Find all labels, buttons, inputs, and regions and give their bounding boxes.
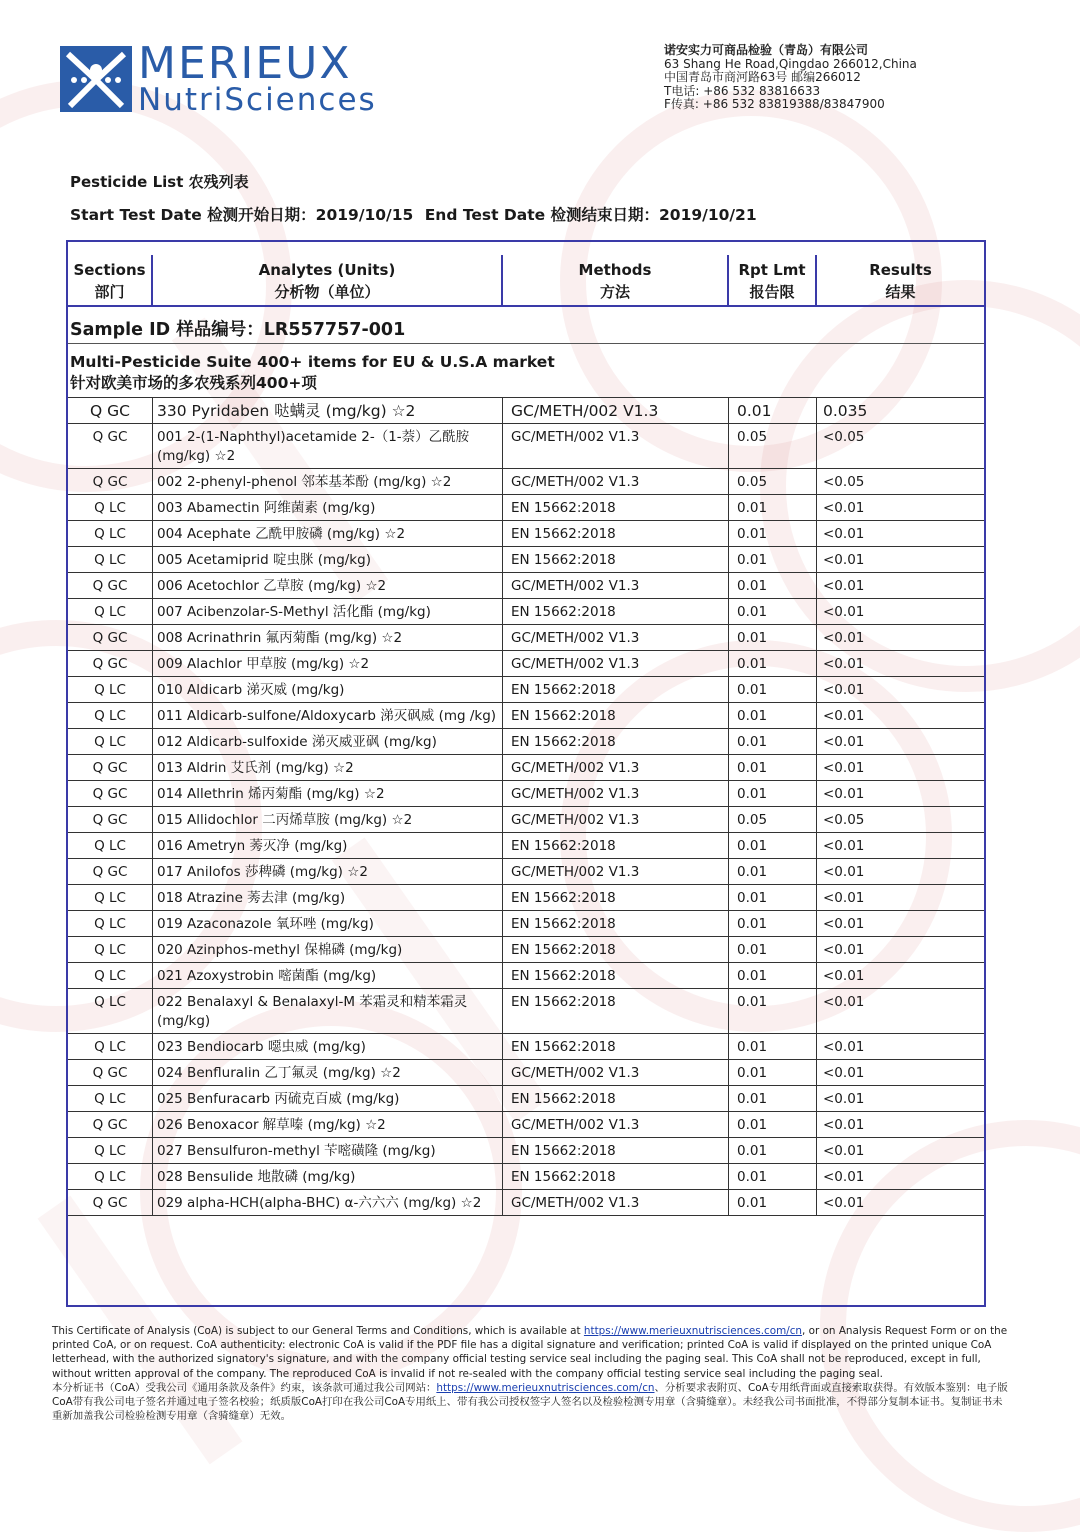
row-result: <0.01: [823, 890, 865, 906]
row-section: Q LC: [68, 1164, 153, 1189]
row-method: EN 15662:2018: [503, 677, 729, 702]
row-analyte: 018 Atrazine 莠去津 (mg/kg): [153, 885, 503, 910]
row-analyte: 023 Bendiocarb 噁虫威 (mg/kg): [153, 1034, 503, 1059]
row-method: EN 15662:2018: [503, 833, 729, 858]
table-row: [68, 729, 984, 755]
row-result: <0.01: [823, 1039, 865, 1055]
row-method: EN 15662:2018: [503, 1164, 729, 1189]
table-row: [68, 424, 984, 469]
row-analyte: 029 alpha-HCH(alpha-BHC) α-六六六 (mg/kg) ☆2: [153, 1190, 503, 1215]
row-rpt-lmt: 0.01: [729, 963, 817, 988]
row-method: GC/METH/002 V1.3: [503, 469, 729, 494]
row-rpt-lmt: 0.05: [729, 424, 817, 468]
suite-title-cn: 针对欧美市场的多农残系列400+项: [70, 374, 317, 392]
row-analyte: 003 Abamectin 阿维菌素 (mg/kg): [153, 495, 503, 520]
footer-cn-text: 本分析证书（CoA）受我公司《通用条款及条件》约束，该条款可通过我公司网站：: [52, 1381, 437, 1394]
legal-footer: [52, 1324, 1012, 1423]
row-result: <0.01: [823, 708, 865, 724]
row-method: EN 15662:2018: [503, 599, 729, 624]
row-analyte: 016 Ametryn 莠灭净 (mg/kg): [153, 833, 503, 858]
row-method: GC/METH/002 V1.3: [503, 651, 729, 676]
row-analyte: 330 Pyridaben 哒螨灵 (mg/kg) ☆2: [153, 398, 503, 423]
row-analyte: 022 Benalaxyl & Benalaxyl-M 苯霜灵和精苯霜灵 (mg/kg): [153, 989, 503, 1033]
table-row: [68, 398, 984, 424]
row-result: <0.01: [823, 604, 865, 620]
row-rpt-lmt: 0.01: [729, 833, 817, 858]
row-section: Q LC: [68, 703, 153, 728]
row-method: GC/METH/002 V1.3: [503, 755, 729, 780]
row-method: EN 15662:2018: [503, 547, 729, 572]
table-row: [68, 911, 984, 937]
table-header: [68, 255, 984, 307]
row-method: GC/METH/002 V1.3: [503, 1190, 729, 1215]
row-analyte: 007 Acibenzolar-S-Methyl 活化酯 (mg/kg): [153, 599, 503, 624]
row-section: Q GC: [68, 859, 153, 884]
table-row: [68, 859, 984, 885]
row-method: EN 15662:2018: [503, 1086, 729, 1111]
row-rpt-lmt: 0.01: [729, 625, 817, 650]
row-method: EN 15662:2018: [503, 911, 729, 936]
row-section: Q GC: [68, 469, 153, 494]
table-row: [68, 573, 984, 599]
row-result: <0.01: [823, 734, 865, 750]
terms-link-cn[interactable]: https://www.merieuxnutrisciences.com/cn: [436, 1381, 655, 1394]
row-result: <0.01: [823, 916, 865, 932]
row-method: GC/METH/002 V1.3: [503, 1112, 729, 1137]
row-analyte: 001 2-(1-Naphthyl)acetamide 2-（1-萘）乙酰胺 (mg/kg) ☆2: [153, 424, 503, 468]
row-analyte: 017 Anilofos 莎稗磷 (mg/kg) ☆2: [153, 859, 503, 884]
row-result: <0.01: [823, 526, 865, 542]
row-result: <0.01: [823, 552, 865, 568]
row-rpt-lmt: 0.01: [729, 1164, 817, 1189]
row-analyte: 002 2-phenyl-phenol 邻苯基苯酚 (mg/kg) ☆2: [153, 469, 503, 494]
lab-phone: T电话: +86 532 83816633: [664, 83, 821, 98]
row-analyte: 027 Bensulfuron-methyl 苄嘧磺隆 (mg/kg): [153, 1138, 503, 1163]
footer-en-text: This Certificate of Analysis (CoA) is subject to our General Terms and Conditions, which is available at: [52, 1325, 584, 1337]
row-section: Q LC: [68, 729, 153, 754]
row-analyte: 008 Acrinathrin 氟丙菊酯 (mg/kg) ☆2: [153, 625, 503, 650]
row-section: Q LC: [68, 989, 153, 1033]
table-row: [68, 1034, 984, 1060]
row-method: GC/METH/002 V1.3: [503, 573, 729, 598]
row-method: GC/METH/002 V1.3: [503, 859, 729, 884]
table-row: [68, 1112, 984, 1138]
row-rpt-lmt: 0.01: [729, 781, 817, 806]
row-section: Q GC: [68, 1060, 153, 1085]
table-row: [68, 963, 984, 989]
row-analyte: 019 Azaconazole 氧环唑 (mg/kg): [153, 911, 503, 936]
row-result: <0.01: [823, 1195, 865, 1211]
row-section: Q LC: [68, 521, 153, 546]
lab-address-cn: 中国青岛市商河路63号 邮编266012: [664, 70, 861, 84]
lab-fax: F传真: +86 532 83819388/83847900: [664, 97, 885, 111]
row-analyte: 005 Acetamiprid 啶虫脒 (mg/kg): [153, 547, 503, 572]
row-rpt-lmt: 0.01: [729, 859, 817, 884]
table-row: [68, 807, 984, 833]
row-rpt-lmt: 0.05: [729, 807, 817, 832]
row-result: <0.05: [823, 474, 865, 490]
table-row: [68, 1086, 984, 1112]
row-section: Q LC: [68, 1034, 153, 1059]
row-result: <0.01: [823, 1091, 865, 1107]
row-section: Q GC: [68, 625, 153, 650]
footer-en-text-cont: , or on Analysis Request Form or on the printed CoA, or on request. CoA authenticity: electronic CoA is valid if the PDF file has a digital signature and verification; printed CoA is valid if displayed on the printed unique CoA letterhead, with the authorized signatory's signature, and with the company official testing service seal including the paging seal. This CoA shall not be reproduced, except in full, without written approval of the company. The reproduced CoA is invalid if not re-sealed with the company official testing service seal including the paging seal.: [52, 1325, 1008, 1380]
row-section: Q GC: [68, 398, 153, 423]
row-analyte: 010 Aldicarb 涕灭威 (mg/kg): [153, 677, 503, 702]
row-result: <0.01: [823, 578, 865, 594]
lab-name: 诺安实力可商品检验（青岛）有限公司: [664, 43, 869, 57]
table-row: [68, 755, 984, 781]
table-row: [68, 1138, 984, 1164]
row-section: Q LC: [68, 911, 153, 936]
row-section: Q LC: [68, 599, 153, 624]
row-analyte: 009 Alachlor 甲草胺 (mg/kg) ☆2: [153, 651, 503, 676]
row-analyte: 021 Azoxystrobin 嘧菌酯 (mg/kg): [153, 963, 503, 988]
table-row: [68, 521, 984, 547]
row-method: EN 15662:2018: [503, 703, 729, 728]
sample-id: Sample ID 样品编号：LR557757-001: [70, 320, 406, 340]
row-analyte: 026 Benoxacor 解草嗪 (mg/kg) ☆2: [153, 1112, 503, 1137]
row-method: EN 15662:2018: [503, 1138, 729, 1163]
lab-address-en: 63 Shang He Road,Qingdao 266012,China: [664, 56, 917, 71]
row-section: Q LC: [68, 1138, 153, 1163]
row-result: <0.01: [823, 682, 865, 698]
company-logo: [60, 38, 405, 118]
row-section: Q GC: [68, 807, 153, 832]
row-method: EN 15662:2018: [503, 729, 729, 754]
row-method: GC/METH/002 V1.3: [503, 398, 729, 423]
row-analyte: 013 Aldrin 艾氏剂 (mg/kg) ☆2: [153, 755, 503, 780]
row-analyte: 004 Acephate 乙酰甲胺磷 (mg/kg) ☆2: [153, 521, 503, 546]
row-rpt-lmt: 0.01: [729, 1190, 817, 1215]
row-analyte: 024 Benfluralin 乙丁氟灵 (mg/kg) ☆2: [153, 1060, 503, 1085]
row-rpt-lmt: 0.01: [729, 521, 817, 546]
table-row: [68, 781, 984, 807]
row-rpt-lmt: 0.01: [729, 651, 817, 676]
row-rpt-lmt: 0.01: [729, 703, 817, 728]
row-section: Q LC: [68, 547, 153, 572]
row-result: <0.01: [823, 942, 865, 958]
row-section: Q LC: [68, 677, 153, 702]
row-method: EN 15662:2018: [503, 989, 729, 1033]
divider: [68, 343, 984, 344]
row-analyte: 025 Benfuracarb 丙硫克百威 (mg/kg): [153, 1086, 503, 1111]
row-section: Q GC: [68, 755, 153, 780]
row-method: EN 15662:2018: [503, 963, 729, 988]
row-method: GC/METH/002 V1.3: [503, 625, 729, 650]
table-row: [68, 677, 984, 703]
row-method: GC/METH/002 V1.3: [503, 781, 729, 806]
table-row: [68, 495, 984, 521]
row-method: GC/METH/002 V1.3: [503, 424, 729, 468]
row-method: EN 15662:2018: [503, 521, 729, 546]
row-rpt-lmt: 0.01: [729, 1086, 817, 1111]
row-result: <0.01: [823, 1065, 865, 1081]
row-analyte: 020 Azinphos-methyl 保棉磷 (mg/kg): [153, 937, 503, 962]
end-test-date: End Test Date 检测结束日期：2019/10/21: [424, 206, 757, 224]
row-section: Q LC: [68, 963, 153, 988]
column-header-analytes: Analytes (Units) 分析物（单位）: [153, 255, 503, 305]
results-table-body: [68, 397, 984, 1216]
row-method: EN 15662:2018: [503, 495, 729, 520]
row-section: Q LC: [68, 495, 153, 520]
row-rpt-lmt: 0.01: [729, 398, 817, 423]
table-row: [68, 1190, 984, 1216]
row-section: Q GC: [68, 1112, 153, 1137]
logo-wordmark-bottom: NutriSciences: [138, 82, 377, 118]
row-section: Q LC: [68, 1086, 153, 1111]
row-rpt-lmt: 0.01: [729, 677, 817, 702]
column-header-results: Results 结果: [869, 261, 932, 301]
row-rpt-lmt: 0.01: [729, 729, 817, 754]
row-method: EN 15662:2018: [503, 1034, 729, 1059]
table-row: [68, 599, 984, 625]
row-result: <0.01: [823, 630, 865, 646]
row-section: Q LC: [68, 937, 153, 962]
row-result: <0.05: [823, 812, 865, 828]
row-rpt-lmt: 0.01: [729, 1060, 817, 1085]
row-result: 0.035: [823, 402, 868, 420]
row-section: Q LC: [68, 833, 153, 858]
table-row: [68, 989, 984, 1034]
row-section: Q GC: [68, 781, 153, 806]
row-rpt-lmt: 0.05: [729, 469, 817, 494]
row-method: EN 15662:2018: [503, 885, 729, 910]
row-result: <0.01: [823, 760, 865, 776]
row-result: <0.01: [823, 1169, 865, 1185]
row-rpt-lmt: 0.01: [729, 573, 817, 598]
row-analyte: 012 Aldicarb-sulfoxide 涕灭威亚砜 (mg/kg): [153, 729, 503, 754]
row-section: Q GC: [68, 1190, 153, 1215]
row-section: Q GC: [68, 651, 153, 676]
terms-link[interactable]: https://www.merieuxnutrisciences.com/cn: [583, 1325, 803, 1337]
row-section: Q LC: [68, 885, 153, 910]
row-rpt-lmt: 0.01: [729, 495, 817, 520]
table-row: [68, 1060, 984, 1086]
suite-title-en: Multi-Pesticide Suite 400+ items for EU & U.S.A market: [70, 353, 555, 371]
table-row: [68, 651, 984, 677]
footer-cn-text-cont: 、分析要求表附页、CoA专用纸背面或直接索取获得。有效版本鉴别：电子版CoA带有我公司电子签名并通过电子签名校验；纸质版CoA打印在我公司CoA专用纸上、带有我公司授权签字人签名以及检验检测专用章（含骑缝章）。未经我公司书面批准，不得部分复制本证书。复制证书未重新加盖我公司检验检测专用章（含骑缝章）无效。: [52, 1381, 1008, 1423]
row-result: <0.01: [823, 1117, 865, 1133]
row-rpt-lmt: 0.01: [729, 1034, 817, 1059]
row-result: <0.05: [823, 429, 865, 445]
row-rpt-lmt: 0.01: [729, 885, 817, 910]
row-result: <0.01: [823, 864, 865, 880]
row-rpt-lmt: 0.01: [729, 1138, 817, 1163]
column-header-methods: Methods 方法: [503, 255, 729, 305]
test-dates: [70, 203, 763, 225]
row-section: Q GC: [68, 424, 153, 468]
row-rpt-lmt: 0.01: [729, 937, 817, 962]
document-title: Pesticide List 农残列表: [70, 173, 249, 191]
table-row: [68, 885, 984, 911]
table-row: [68, 469, 984, 495]
table-row: [68, 703, 984, 729]
row-rpt-lmt: 0.01: [729, 1112, 817, 1137]
start-test-date: Start Test Date 检测开始日期：2019/10/15: [70, 206, 414, 224]
table-row: [68, 625, 984, 651]
row-result: <0.01: [823, 968, 865, 984]
row-result: <0.01: [823, 500, 865, 516]
row-rpt-lmt: 0.01: [729, 755, 817, 780]
row-analyte: 015 Allidochlor 二丙烯草胺 (mg/kg) ☆2: [153, 807, 503, 832]
row-analyte: 011 Aldicarb-sulfone/Aldoxycarb 涕灭砜威 (mg /kg): [153, 703, 503, 728]
row-result: <0.01: [823, 1143, 865, 1159]
column-header-sections: Sections 部门: [68, 255, 153, 305]
row-section: Q GC: [68, 573, 153, 598]
row-method: GC/METH/002 V1.3: [503, 807, 729, 832]
row-result: <0.01: [823, 994, 865, 1010]
row-rpt-lmt: 0.01: [729, 547, 817, 572]
row-result: <0.01: [823, 838, 865, 854]
row-rpt-lmt: 0.01: [729, 911, 817, 936]
lab-contact-block: [664, 44, 917, 112]
row-method: GC/METH/002 V1.3: [503, 1060, 729, 1085]
column-header-rpt-lmt: Rpt Lmt 报告限: [729, 255, 817, 305]
row-analyte: 028 Bensulide 地散磷 (mg/kg): [153, 1164, 503, 1189]
row-rpt-lmt: 0.01: [729, 599, 817, 624]
row-result: <0.01: [823, 656, 865, 672]
row-rpt-lmt: 0.01: [729, 989, 817, 1033]
row-analyte: 006 Acetochlor 乙草胺 (mg/kg) ☆2: [153, 573, 503, 598]
logo-wordmark-top: MERIEUX: [138, 38, 352, 89]
suite-title: [70, 352, 555, 394]
row-result: <0.01: [823, 786, 865, 802]
row-analyte: 014 Allethrin 烯丙菊酯 (mg/kg) ☆2: [153, 781, 503, 806]
table-row: [68, 547, 984, 573]
table-row: [68, 1164, 984, 1190]
row-method: EN 15662:2018: [503, 937, 729, 962]
table-row: [68, 937, 984, 963]
table-row: [68, 833, 984, 859]
logo-mark-icon: [60, 46, 132, 112]
